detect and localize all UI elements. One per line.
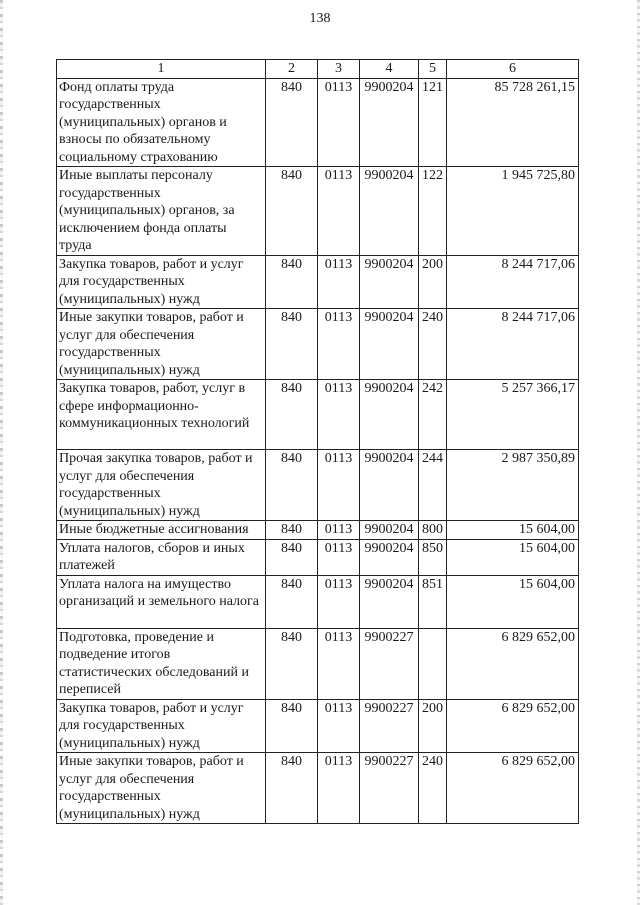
row-amount: 6 829 652,00 (447, 628, 579, 699)
row-expense-type: 200 (419, 255, 447, 309)
row-section: 0113 (318, 575, 360, 628)
row-expense-type: 121 (419, 78, 447, 167)
row-expense-type: 240 (419, 309, 447, 380)
table-row (57, 255, 579, 309)
row-target-article: 9900204 (360, 309, 419, 380)
header-col-1: 1 (57, 60, 266, 79)
row-amount: 8 244 717,06 (447, 255, 579, 309)
row-target-article: 9900204 (360, 450, 419, 521)
row-target-article: 9900204 (360, 78, 419, 167)
row-name: Иные закупки товаров, работ и услуг для обеспечения государственных (муниципальных) нужд (57, 309, 266, 380)
row-department: 840 (266, 78, 318, 167)
row-expense-type: 242 (419, 380, 447, 450)
row-expense-type: 240 (419, 753, 447, 824)
row-section: 0113 (318, 309, 360, 380)
row-target-article: 9900204 (360, 380, 419, 450)
row-department: 840 (266, 539, 318, 575)
row-department: 840 (266, 255, 318, 309)
header-col-2: 2 (266, 60, 318, 79)
row-target-article: 9900204 (360, 167, 419, 256)
row-expense-type: 122 (419, 167, 447, 256)
table-row (57, 628, 579, 699)
budget-table (56, 59, 579, 824)
row-amount: 15 604,00 (447, 539, 579, 575)
table-row (57, 167, 579, 256)
row-section: 0113 (318, 699, 360, 753)
row-section: 0113 (318, 167, 360, 256)
row-name: Прочая закупка товаров, работ и услуг для обеспечения государственных (муниципальных) нужд (57, 450, 266, 521)
header-col-6: 6 (447, 60, 579, 79)
row-section: 0113 (318, 255, 360, 309)
row-amount: 15 604,00 (447, 521, 579, 540)
row-section: 0113 (318, 450, 360, 521)
row-section: 0113 (318, 78, 360, 167)
row-expense-type: 200 (419, 699, 447, 753)
row-name: Подготовка, проведение и подведение итогов статистических обследований и переписей (57, 628, 266, 699)
row-target-article: 9900227 (360, 628, 419, 699)
header-col-5: 5 (419, 60, 447, 79)
row-department: 840 (266, 521, 318, 540)
row-expense-type: 851 (419, 575, 447, 628)
row-department: 840 (266, 628, 318, 699)
row-amount: 6 829 652,00 (447, 699, 579, 753)
row-name: Иные выплаты персоналу государственных (муниципальных) органов, за исключением фонда оплаты труда (57, 167, 266, 256)
row-expense-type (419, 628, 447, 699)
table-row (57, 521, 579, 540)
row-amount: 5 257 366,17 (447, 380, 579, 450)
table-row (57, 753, 579, 824)
row-name: Иные бюджетные ассигнования (57, 521, 266, 540)
scan-edge-left (0, 0, 3, 905)
row-name: Закупка товаров, работ, услуг в сфере информационно-коммуникационных технологий (57, 380, 266, 450)
header-col-3: 3 (318, 60, 360, 79)
row-name: Уплата налога на имущество организаций и земельного налога (57, 575, 266, 628)
table-row (57, 575, 579, 628)
row-department: 840 (266, 167, 318, 256)
row-name: Закупка товаров, работ и услуг для государственных (муниципальных) нужд (57, 255, 266, 309)
row-section: 0113 (318, 521, 360, 540)
row-name: Уплата налогов, сборов и иных платежей (57, 539, 266, 575)
table-row (57, 699, 579, 753)
row-expense-type: 850 (419, 539, 447, 575)
row-department: 840 (266, 380, 318, 450)
row-amount: 15 604,00 (447, 575, 579, 628)
row-target-article: 9900204 (360, 255, 419, 309)
row-section: 0113 (318, 628, 360, 699)
row-name: Фонд оплаты труда государственных (муниципальных) органов и взносы по обязательному социальному страхованию (57, 78, 266, 167)
row-amount: 8 244 717,06 (447, 309, 579, 380)
row-amount: 6 829 652,00 (447, 753, 579, 824)
table-row (57, 539, 579, 575)
row-department: 840 (266, 309, 318, 380)
row-target-article: 9900204 (360, 539, 419, 575)
row-section: 0113 (318, 753, 360, 824)
row-department: 840 (266, 575, 318, 628)
table-row (57, 78, 579, 167)
table-row (57, 380, 579, 450)
row-amount: 1 945 725,80 (447, 167, 579, 256)
page-number: 138 (309, 11, 331, 26)
row-name: Закупка товаров, работ и услуг для государственных (муниципальных) нужд (57, 699, 266, 753)
header-col-4: 4 (360, 60, 419, 79)
table-row (57, 309, 579, 380)
row-target-article: 9900204 (360, 521, 419, 540)
header-row (57, 60, 579, 79)
row-department: 840 (266, 450, 318, 521)
table-row (57, 450, 579, 521)
row-section: 0113 (318, 539, 360, 575)
row-amount: 2 987 350,89 (447, 450, 579, 521)
row-expense-type: 800 (419, 521, 447, 540)
row-expense-type: 244 (419, 450, 447, 521)
row-department: 840 (266, 753, 318, 824)
row-section: 0113 (318, 380, 360, 450)
row-target-article: 9900227 (360, 753, 419, 824)
row-target-article: 9900227 (360, 699, 419, 753)
row-amount: 85 728 261,15 (447, 78, 579, 167)
row-target-article: 9900204 (360, 575, 419, 628)
row-department: 840 (266, 699, 318, 753)
row-name: Иные закупки товаров, работ и услуг для обеспечения государственных (муниципальных) нужд (57, 753, 266, 824)
